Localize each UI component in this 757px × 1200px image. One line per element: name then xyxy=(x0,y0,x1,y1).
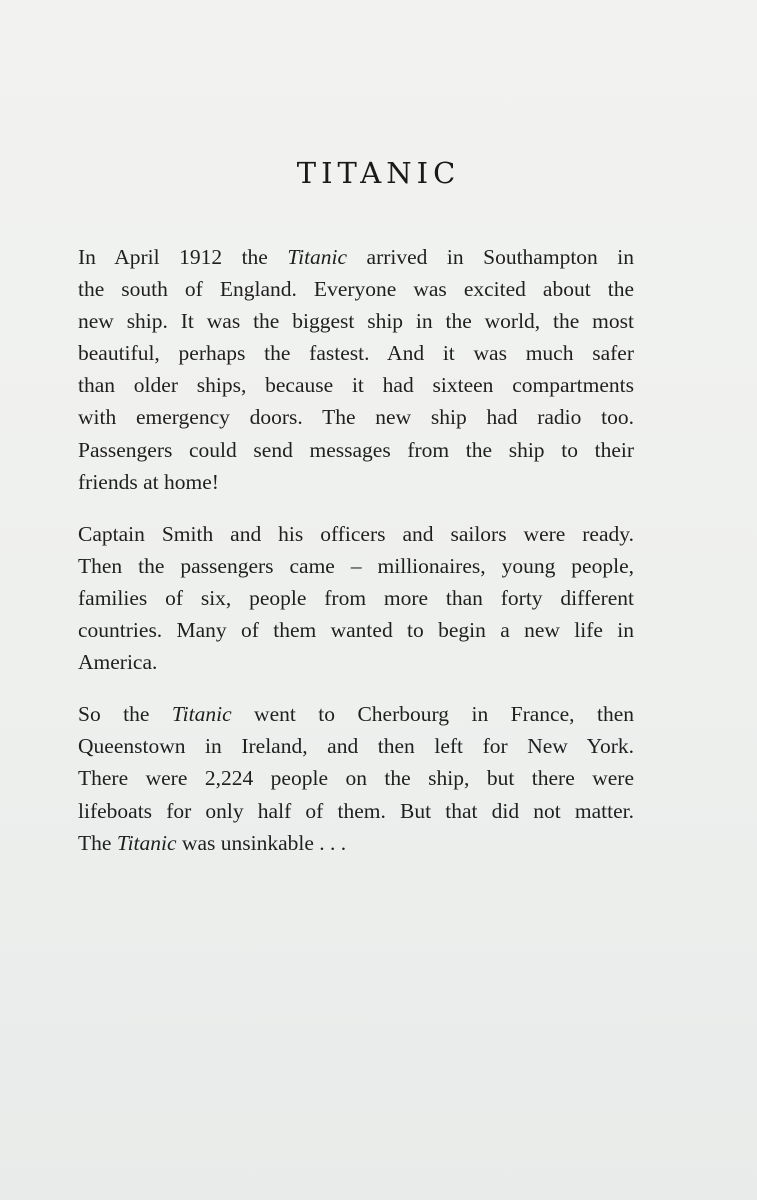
text-line xyxy=(78,550,634,582)
text-line xyxy=(78,337,634,369)
chapter-title: TITANIC xyxy=(296,156,461,190)
text-line xyxy=(78,646,634,678)
chapter-body xyxy=(78,241,634,879)
text-line xyxy=(78,305,634,337)
text-segment: friends at home! xyxy=(78,469,219,494)
text-segment: So the xyxy=(78,702,172,727)
text-segment: the south of England. Everyone was excited about the xyxy=(78,277,634,302)
text-segment: countries. Many of them wanted to begin a new life in xyxy=(78,618,634,643)
text-line xyxy=(78,434,634,466)
text-line xyxy=(78,369,634,401)
text-line xyxy=(78,401,634,433)
text-segment: In April 1912 the xyxy=(78,245,288,269)
text-segment: went to Cherbourg in France, then xyxy=(231,702,634,727)
text-segment: was unsinkable . . . xyxy=(176,830,347,855)
text-segment: Titanic xyxy=(116,830,177,855)
text-segment: lifeboats for only half of them. But that did not matter. xyxy=(78,798,634,823)
text-line xyxy=(78,730,634,762)
text-segment: arrived in Southampton in xyxy=(347,245,635,269)
text-line xyxy=(78,273,634,305)
text-segment: with emergency doors. The new ship had radio too. xyxy=(78,405,634,430)
text-segment: families of six, people from more than forty different xyxy=(78,585,634,610)
text-segment: Titanic xyxy=(171,702,232,727)
text-line xyxy=(78,466,634,498)
text-segment: beautiful, perhaps the fastest. And it was much safer xyxy=(78,341,634,366)
text-segment: The xyxy=(78,830,117,855)
text-line xyxy=(78,241,634,273)
text-segment: than older ships, because it had sixteen compartments xyxy=(78,373,634,398)
paragraph xyxy=(78,241,634,498)
text-segment: Captain Smith and his officers and sailors were ready. xyxy=(78,521,634,546)
text-segment: America. xyxy=(78,650,158,675)
text-segment: Titanic xyxy=(287,245,348,269)
text-line xyxy=(78,582,634,614)
text-segment: new ship. It was the biggest ship in the world, the most xyxy=(78,309,634,334)
paragraph xyxy=(78,518,634,678)
text-line xyxy=(78,614,634,646)
text-line xyxy=(78,795,634,827)
paragraph xyxy=(78,698,634,858)
text-line xyxy=(78,827,634,859)
text-segment: Passengers could send messages from the ship to their xyxy=(78,437,634,462)
text-segment: Queenstown in Ireland, and then left for New York. xyxy=(78,734,634,759)
text-segment: Then the passengers came – millionaires, young people, xyxy=(78,553,634,578)
text-line xyxy=(78,762,634,794)
text-segment: There were 2,224 people on the ship, but there were xyxy=(78,766,634,791)
text-line xyxy=(78,518,634,550)
text-line xyxy=(78,698,634,730)
